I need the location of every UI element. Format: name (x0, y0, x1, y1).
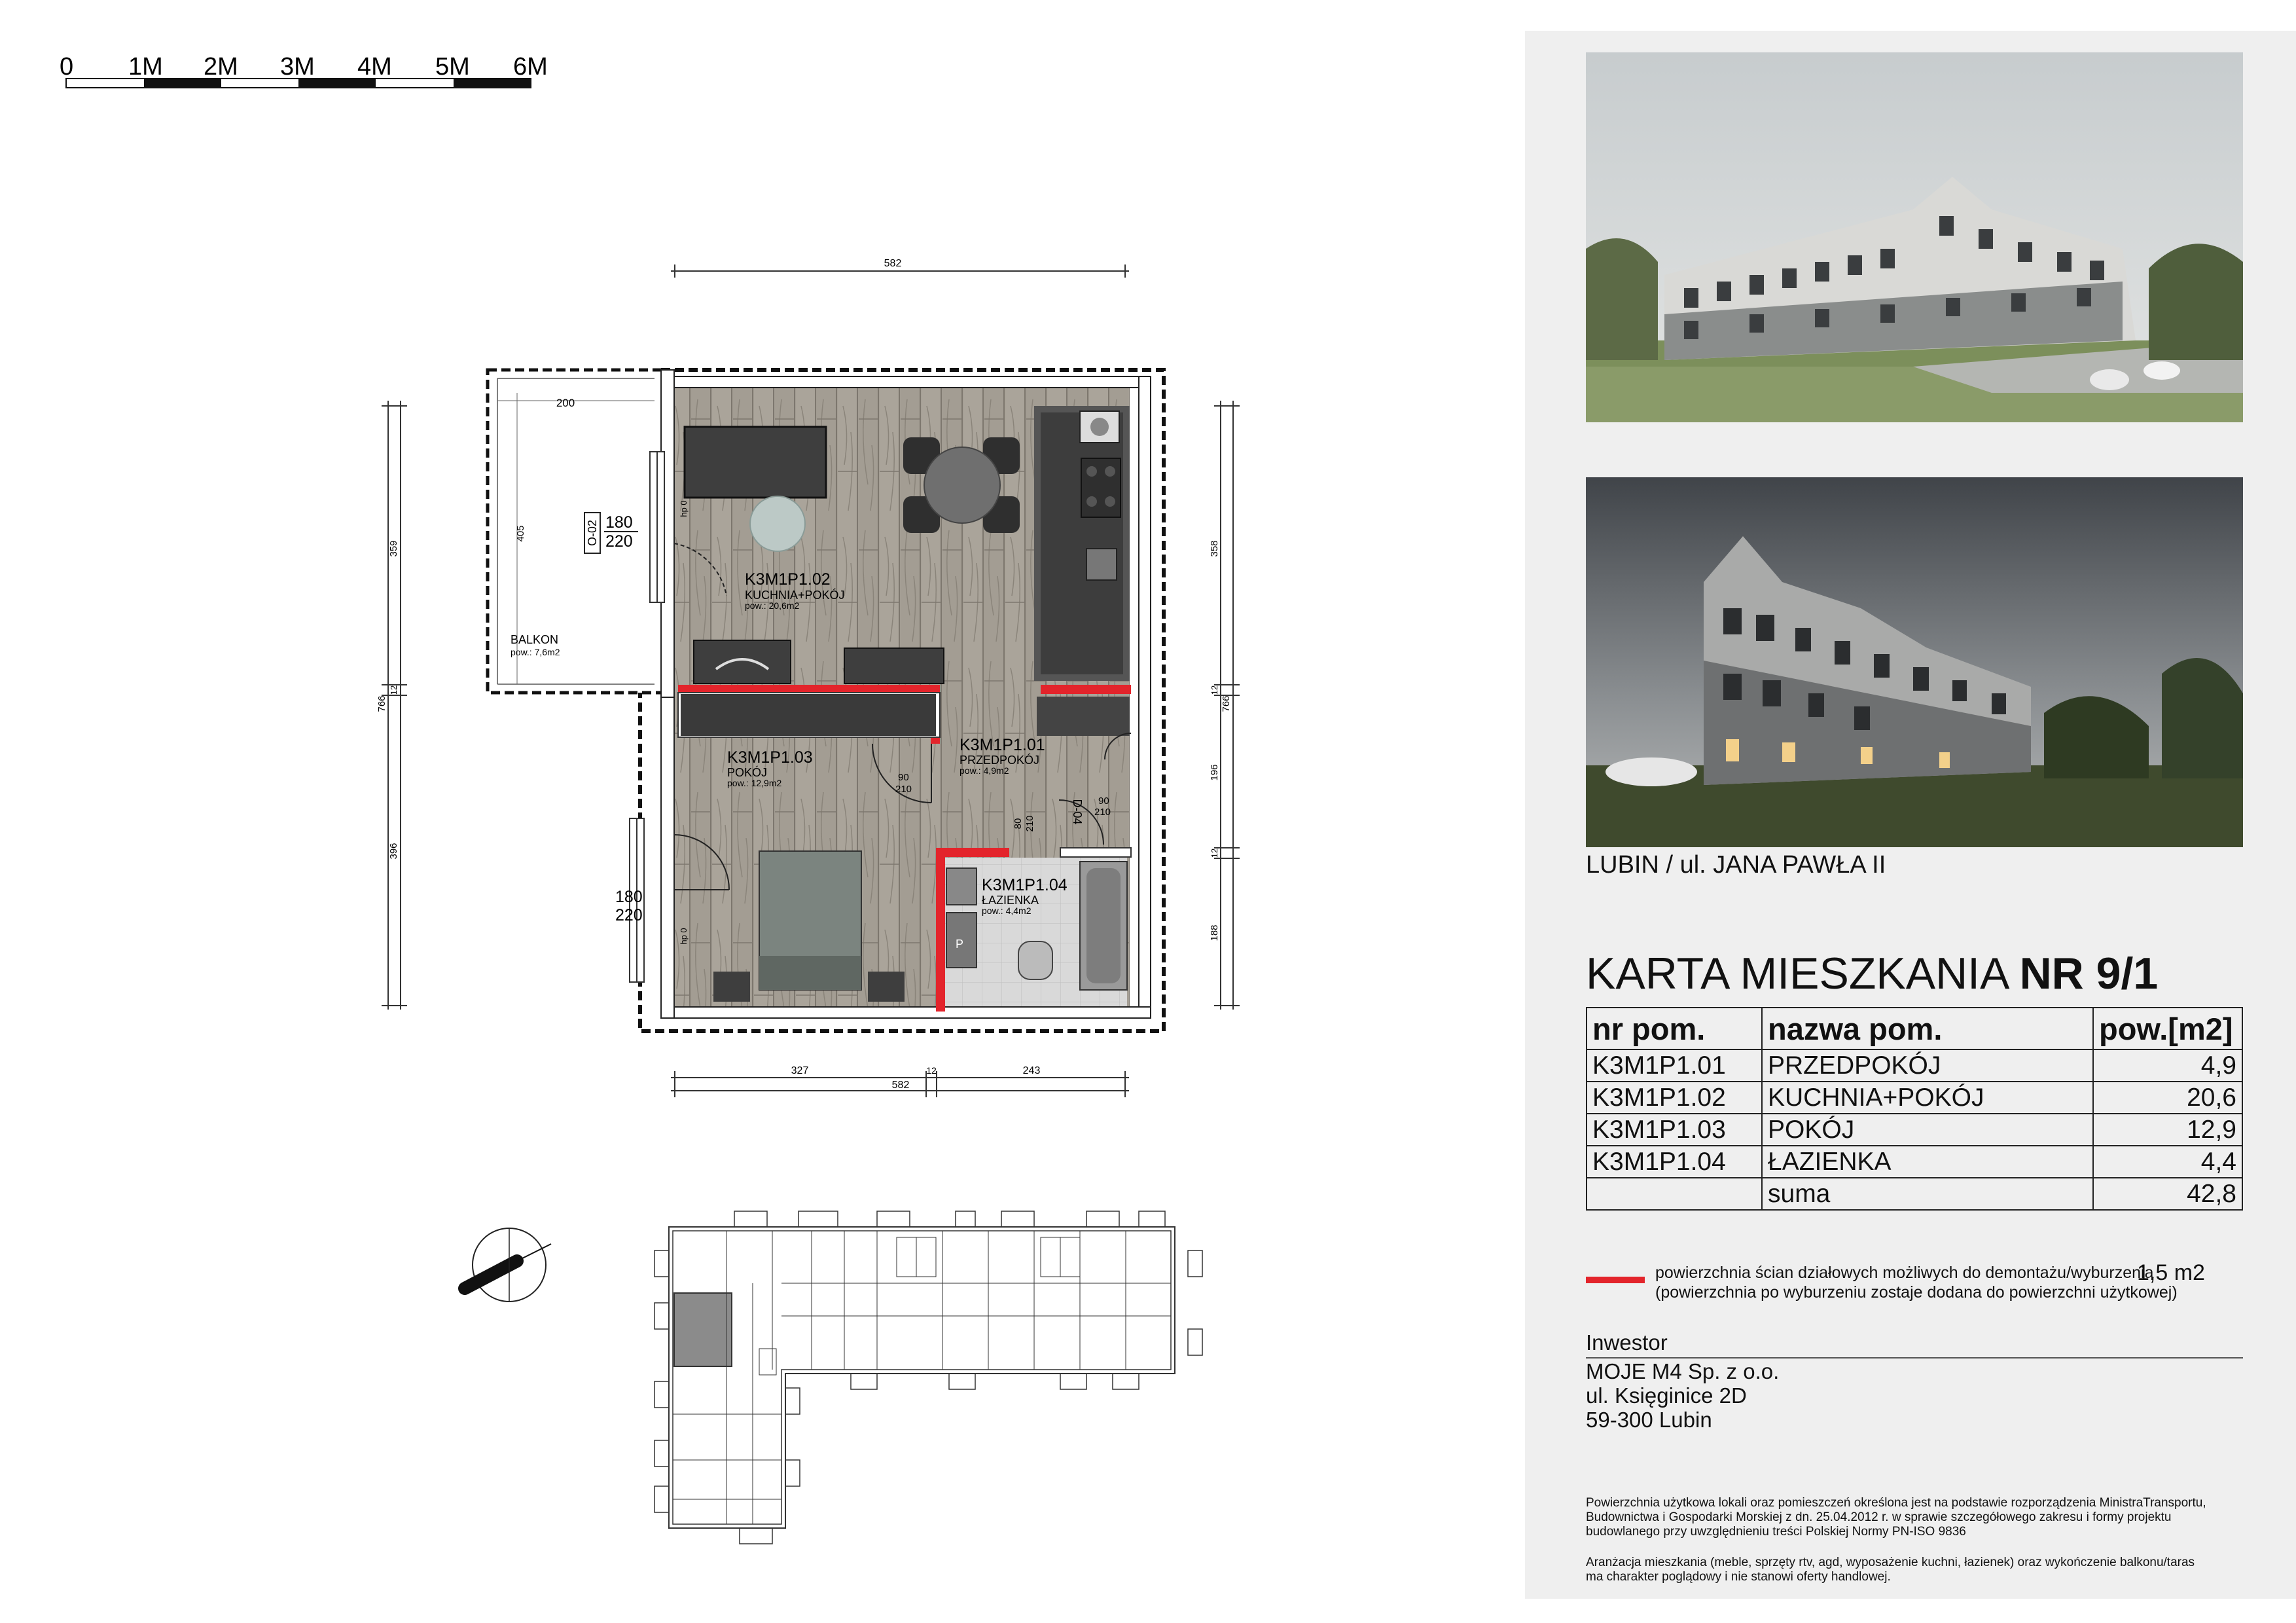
sofa-top (685, 427, 826, 498)
cell-name: ŁAZIENKA (1762, 1146, 2093, 1178)
building-key-plan (655, 1211, 1202, 1544)
room-id-bath: K3M1P1.04 (982, 876, 1067, 894)
investor-name: MOJE M4 Sp. z o.o. (1586, 1359, 1780, 1383)
dim-left-gap: 12 (389, 685, 399, 695)
dim-left-total: 766 (376, 695, 387, 712)
dim-right-c: 196 (1209, 764, 1220, 781)
sum-label: suma (1762, 1178, 2093, 1210)
scale-label-5: 5M (435, 53, 470, 81)
legend-line-1: powierzchnia ścian działowych możliwych do demontażu/wyburzenia (1655, 1264, 2154, 1282)
table-row (1587, 1114, 2242, 1146)
legend-line-2: (powierzchnia po wyburzeniu zostaje dodana do powierzchni użytkowej) (1655, 1283, 2178, 1302)
window-lower-height: 220 (615, 906, 643, 924)
room-area-hall: pow.: 4,9m2 (960, 765, 1009, 776)
cell-area: 20,6 (2093, 1082, 2242, 1114)
legend-red-swatch (1586, 1277, 1645, 1283)
cell-area: 4,4 (2093, 1146, 2242, 1178)
balcony-depth-dim: 405 (515, 525, 526, 542)
investor-city: 59-300 Lubin (1586, 1408, 1712, 1432)
footnote-2-line-2: ma charakter poglądowy i nie stanowi oferty handlowej. (1586, 1570, 1891, 1584)
header-nr: nr pom. (1587, 1008, 1762, 1049)
bath-mark: P (956, 938, 964, 951)
dim-right-total: 766 (1221, 695, 1232, 712)
dim-top-width: 582 (884, 258, 902, 269)
rooms-table (1586, 1007, 2243, 1211)
cell-area: 4,9 (2093, 1049, 2242, 1082)
footnote-1-line-3: budowlanego przy uwzględnieniu treści Polskiej Normy PN-ISO 9836 (1586, 1525, 1966, 1539)
room-id-hall: K3M1P1.01 (960, 736, 1045, 754)
card-title (1586, 948, 2158, 999)
scale-label-2: 2M (204, 53, 238, 81)
table-row (1587, 1049, 2242, 1082)
header-name: nazwa pom. (1762, 1008, 2093, 1049)
room-name-hall: PRZEDPOKÓJ (960, 754, 1040, 767)
cell-nr: K3M1P1.01 (1587, 1049, 1762, 1082)
card-title-number: NR 9/1 (2019, 949, 2159, 998)
table-row (1587, 1146, 2242, 1178)
door-dim-1-h: 210 (895, 784, 912, 795)
dim-bottom-right: 243 (1022, 1065, 1041, 1076)
footnote-1-line-2: Budownictwa i Gospodarki Morskiej z dn. 25.04.2012 r. w sprawie szczegółowego zakresu i formy projektu (1586, 1510, 2172, 1524)
door-tag: D-04 (1071, 799, 1084, 825)
scale-label-0: 0 (60, 53, 74, 81)
tv-cabinet (694, 640, 791, 684)
cell-nr: K3M1P1.04 (1587, 1146, 1762, 1178)
cell-name: KUCHNIA+POKÓJ (1762, 1082, 2093, 1114)
door-dim-2-h: 210 (1024, 815, 1035, 832)
wardrobe (681, 694, 936, 736)
card-title-prefix: KARTA MIESZKANIA (1586, 949, 2020, 998)
scale-bar (60, 53, 548, 88)
dim-right-a: 358 (1209, 540, 1220, 557)
dim-right-d: 12 (1210, 848, 1219, 858)
table-header (1587, 1008, 2242, 1049)
investor-divider (1586, 1357, 2243, 1359)
dim-right-e: 188 (1209, 924, 1220, 941)
header-area: pow.[m2] (2093, 1008, 2242, 1049)
scale-label-3: 3M (280, 53, 315, 81)
building-render-day (1586, 52, 2243, 422)
sill-note-lower: hp 0 (679, 928, 689, 945)
cell-nr: K3M1P1.02 (1587, 1082, 1762, 1114)
dim-left-lower: 396 (388, 843, 399, 860)
window-tag-width: 180 (605, 513, 633, 532)
table-row (1587, 1082, 2242, 1114)
door-dim-1-w: 90 (898, 772, 909, 783)
location-caption: LUBIN / ul. JANA PAWŁA II (1586, 851, 1886, 879)
cell-empty (1587, 1178, 1762, 1210)
door-dim-3-w: 90 (1098, 795, 1109, 807)
dim-bottom-left: 327 (791, 1065, 809, 1076)
footnote-2-line-1: Aranżacja mieszkania (meble, sprzęty rtv, agd, wyposażenie kuchni, łazienek) oraz wykończenie balkonu/taras (1586, 1556, 2195, 1569)
door-dim-3-h: 210 (1094, 807, 1111, 818)
door-dim-2-w: 80 (1013, 818, 1024, 830)
desk (844, 648, 944, 684)
footnote-1-line-1: Powierzchnia użytkowa lokali oraz pomieszczeń określona jest na podstawie rozporządzenia MinistraTransportu, (1586, 1496, 2206, 1510)
table-sum-row (1587, 1178, 2242, 1210)
cell-name: POKÓJ (1762, 1114, 2093, 1146)
dim-bottom-width: 582 (891, 1080, 910, 1091)
balcony-area: pow.: 7,6m2 (511, 647, 560, 657)
investor-street: ul. Księginice 2D (1586, 1383, 1747, 1408)
window-tag-id: O-02 (586, 519, 599, 547)
room-name-bath: ŁAZIENKA (982, 894, 1039, 907)
investor-label: Inwestor (1586, 1330, 1668, 1355)
building-render-dusk (1586, 477, 2243, 847)
room-name-kitchen: KUCHNIA+POKÓJ (745, 589, 845, 602)
key-plan-highlight (674, 1293, 732, 1366)
cell-nr: K3M1P1.03 (1587, 1114, 1762, 1146)
window-tag-height: 220 (605, 532, 633, 551)
legend-value: 1,5 m2 (2137, 1260, 2205, 1285)
balcony-name: BALKON (511, 633, 559, 646)
window-lower-width: 180 (615, 888, 643, 906)
sill-note-upper: hp 0 (679, 500, 689, 517)
room-area-room: pow.: 12,9m2 (727, 778, 782, 788)
cell-area: 12,9 (2093, 1114, 2242, 1146)
scale-label-4: 4M (357, 53, 392, 81)
sum-value: 42,8 (2093, 1178, 2242, 1210)
cell-name: PRZEDPOKÓJ (1762, 1049, 2093, 1082)
balcony-width-dim: 200 (556, 397, 575, 409)
coffee-table (750, 496, 805, 551)
scale-label-1: 1M (128, 53, 163, 81)
room-area-bath: pow.: 4,4m2 (982, 905, 1031, 916)
room-id-room: K3M1P1.03 (727, 748, 813, 767)
dim-bottom-mid: 12 (926, 1065, 937, 1076)
room-area-kitchen: pow.: 20,6m2 (745, 600, 800, 611)
room-id-kitchen: K3M1P1.02 (745, 570, 831, 589)
dim-right-b: 12 (1210, 685, 1219, 695)
room-name-room: POKÓJ (727, 766, 768, 779)
compass-icon (465, 1228, 551, 1302)
scale-label-6: 6M (513, 53, 548, 81)
dim-left-upper: 359 (388, 540, 399, 557)
